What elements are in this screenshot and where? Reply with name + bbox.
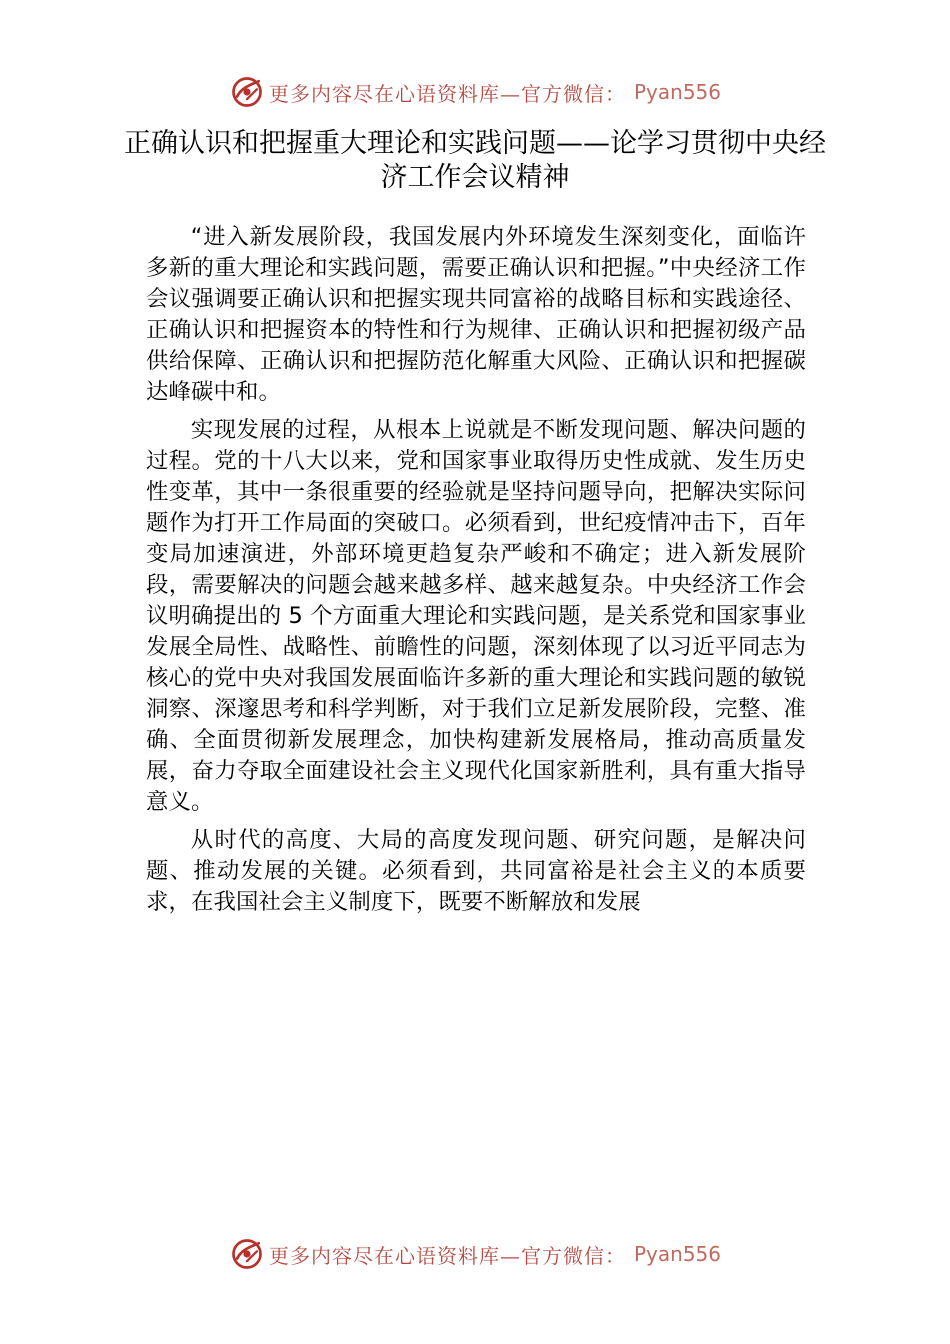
footer-banner (0, 1232, 950, 1276)
header-banner (0, 70, 950, 114)
article-body (146, 222, 806, 925)
banner-slogan: 更多内容尽在心语资料库—官方微信： (268, 81, 626, 106)
wechat-handle: Pyan556 (633, 80, 721, 104)
library-logo-icon (229, 1236, 265, 1272)
paragraph: 从时代的高度、大局的高度发现问题、研究问题，是解决问题、推动发展的关键。必须看到，共同富裕是社会主义的本质要求，在我国社会主义制度下，既要不断解放和发展 (146, 827, 806, 915)
paragraph: 实现发展的过程，从根本上说就是不断发现问题、解决问题的过程。党的十八大以来，党和国家事业取得历史性成就、发生历史性变革，其中一条很重要的经验就是坚持问题导向，把解决实际问题作为打开工作局面的突破口。必须看到，世纪疫情冲击下，百年变局加速演进，外部环境更趋复杂严峻和不确定；进入新发展阶段，需要解决的问题会越来越多样、越来越复杂。中央经济工作会议明确提出的 5 个方面重大理论和实践问题，是关系党和国家事业发展全局性、战略性、前瞻性的问题，深刻体现了以习近平同志为核心的党中央对我国发展面临许多新的重大理论和实践问题的敏锐洞察、深邃思考和科学判断，对于我们立足新发展阶段，完整、准确、全面贯彻新发展理念，加快构建新发展格局，推动高质量发展，奋力夺取全面建设社会主义现代化国家新胜利，具有重大指导意义。 (146, 417, 806, 815)
paragraph: “进入新发展阶段，我国发展内外环境发生深刻变化，面临许多新的重大理论和实践问题，需要正确认识和把握。”中央经济工作会议强调要正确认识和把握实现共同富裕的战略目标和实践途径、正确认识和把握资本的特性和行为规律、正确认识和把握初级产品供给保障、正确认识和把握防范化解重大风险、正确认识和把握碳达峰碳中和。 (146, 224, 806, 405)
article-title: 正确认识和把握重大理论和实践问题——论学习贯彻中央经济工作会议精神 (124, 128, 826, 193)
wechat-handle: Pyan556 (633, 1242, 721, 1266)
banner-slogan: 更多内容尽在心语资料库—官方微信： (268, 1243, 626, 1268)
library-logo-icon (229, 74, 265, 110)
